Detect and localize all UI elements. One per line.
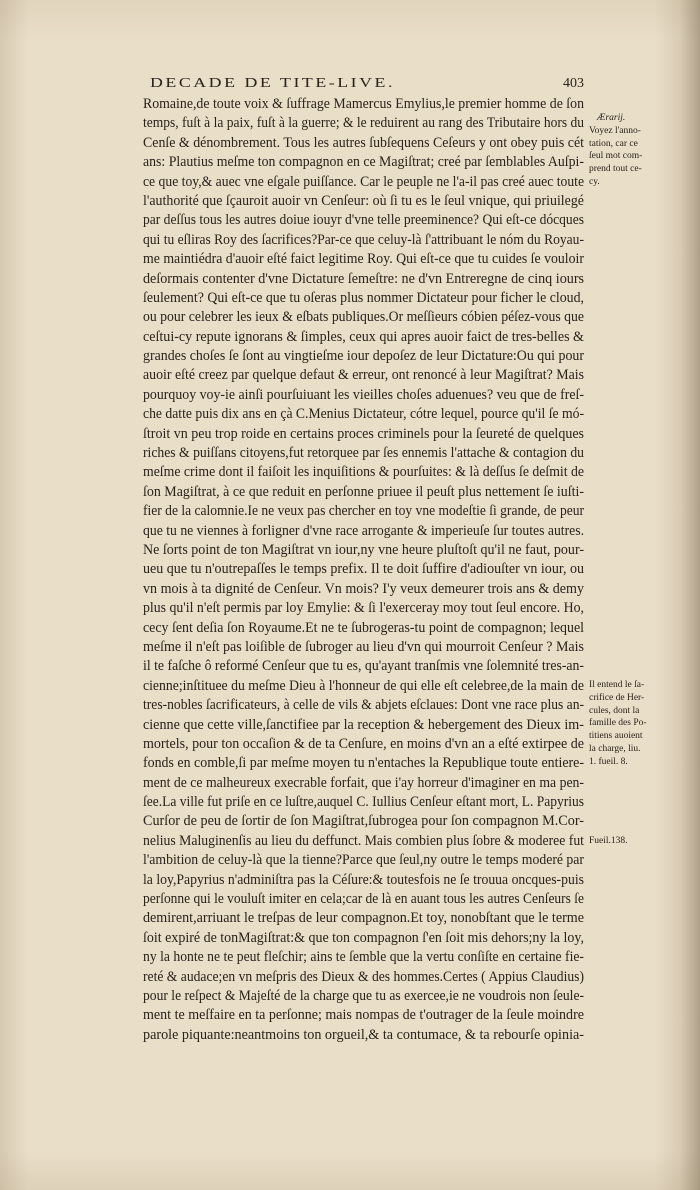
text-line	[143, 134, 584, 153]
text-line-content: ou pour celebrer les ieux & eſbats publiques.Or meſſieurs cóbien péſez-vous que	[143, 309, 584, 326]
text-line	[143, 270, 584, 289]
margin-note-line: cules, dont la	[589, 705, 640, 716]
text-line-content: reté & audace;en vn meſpris des Dieux & des hommes.Certes ( Appius Claudius)	[143, 968, 584, 985]
text-line-content: cienne que cette ville,ſanctifiee par la reception & hebergement des Dieux im-	[143, 716, 584, 733]
text-line-content: ſon Magiſtrat, à ce que reduit en perſonne priuee il peuſt plus nettement ſe iuſti-	[143, 483, 584, 500]
text-line-content: qui tu eſliras Roy des ſacrifices?Par-ce que celuy-là ſ'attribuant le nóm du Royau-	[143, 231, 584, 248]
margin-note-line: la charge, liu.	[589, 743, 641, 754]
text-line-content: cecy ſent deſia ſon Royaume.Et ne te ſubrogeras-tu point de compagnon; lequel	[143, 619, 585, 636]
running-head	[150, 75, 395, 93]
text-line-content: ſee.La ville fut priſe en ce luſtre,auquel C. Iullius Cenſeur eſtant mort, L. Papyrius	[143, 794, 585, 811]
text-line-content: perſonne qui le vouluſt imiter en cela;car de là en auant tous les autres Cenſeurs ſe	[143, 891, 584, 908]
text-line	[143, 95, 584, 114]
text-line-content: l'ambition de celuy-là que la tienne?Parce que ſeul,ny outre le temps moderé par	[143, 852, 584, 869]
margin-note-hercules	[589, 679, 673, 769]
text-line	[143, 231, 584, 250]
text-line	[143, 871, 584, 890]
text-line-content: la loy,Papyrius n'adminiſtra pas la Céſure:& toutesfois ne ſe trouua oncques-puis	[143, 871, 584, 888]
text-line-content: ueu que tu n'outrepaſſes le temps prefix. Il te doit ſuffire d'adiouſter vn iour, ou	[143, 561, 585, 578]
margin-note-line: Il entend le ſa-	[589, 680, 645, 690]
text-line-content: cienne;inſtituee du meſme Dieu à l'honneur de qui elle eſt celebree,de la main de	[143, 677, 585, 694]
text-line	[143, 114, 584, 133]
text-line-content: mortels, pour ton occaſion & de ta Cenſure, en moins d'vn an a eſté extirpee de	[143, 735, 585, 752]
text-line-content: che datte puis dix ans en çà C.Menius Dictateur, cótre lequel, pource qu'il ſe mó-	[143, 406, 585, 423]
margin-note-line: titiens auoient	[589, 731, 643, 742]
text-line	[143, 754, 584, 773]
text-line	[143, 328, 584, 347]
text-line	[143, 308, 584, 327]
text-line	[143, 405, 584, 424]
text-line-content: plus qu'il n'eſt permis par loy Emylie: & ſi l'exerceray moy tout ſeul encore. Ho,	[143, 600, 585, 617]
text-line	[143, 619, 584, 638]
text-line-content: ans: Plautius meſme ton compagnon en ce Magiſtrat; creé par ſemblables Auſpi-	[143, 154, 585, 171]
text-line	[143, 696, 584, 715]
text-line	[143, 289, 584, 308]
page-number: 403	[563, 76, 584, 91]
text-line-content: ny la honte ne te peut fleſchir; ains te ſemble que la vertu conſiſte en certaine fie-	[143, 949, 584, 966]
text-line	[143, 347, 584, 366]
text-line	[143, 541, 584, 560]
text-line	[143, 483, 584, 502]
text-line	[143, 153, 584, 172]
text-line-content: fonds en comble,ſi par meſme moyen tu n'entaches la Republique toute entiere-	[143, 755, 585, 772]
text-line-content: grandes choſes ſe ſont au vingtieſme iour depoſez de leur Dictature:Ou qui pour	[143, 348, 585, 365]
text-line-content: pour le reſpect & Majeſté de la charge que tu as exercee,ie ne voudrois non ſeule-	[143, 987, 585, 1004]
margin-note-line: tation, car ce	[589, 138, 638, 149]
margin-note-line: 1. fueil. 8.	[589, 756, 628, 767]
text-line-content: par deſſus tous les autres doiue iouyr d'vne telle preeminence? Qui eſt-ce dócques	[143, 212, 585, 229]
text-line	[143, 425, 584, 444]
text-line-content: deſormais contenter d'vne Dictature ſemeſtre: ne d'vn Entreregne de cinq iours	[143, 270, 585, 287]
text-line	[143, 522, 584, 541]
text-line	[143, 735, 584, 754]
text-line	[143, 774, 584, 793]
text-line	[143, 929, 584, 948]
text-line-content: ſtroit vn peu trop roide en certains proces criminels pour la ſeureté de quelques	[143, 425, 585, 442]
text-line-content: parole piquante:neantmoins ton orgueil,& ta contumace, & ta rebourſe opinia-	[143, 1026, 584, 1043]
text-line	[143, 173, 584, 192]
text-line	[143, 638, 584, 657]
margin-note-line: Voyez l'anno-	[589, 125, 641, 136]
margin-note-line: ſeul mot com-	[589, 151, 643, 162]
margin-note-line: Fueil.138.	[589, 836, 628, 846]
text-line-content: ſeulement? Qui eſt-ce que tu oſeras plus nommer Dictateur pour ficher le cloud,	[143, 289, 585, 306]
text-line	[143, 657, 584, 676]
text-line-content: il te faſche ô reformé Cenſeur que tu es, qu'ayant tranſmis vne ſolemnité tres-an-	[143, 658, 585, 675]
text-line-content: fier de la calomnie.Ie ne veux pas chercher en toy vne modeſtie ſi grande, de peur	[143, 503, 585, 520]
text-line	[143, 1026, 584, 1045]
text-line-content: ment de ce malheureux execrable forfait, que i'ay horreur d'imaginer en ma pen-	[143, 774, 584, 791]
text-line-content: ſoit expiré de tonMagiſtrat:& que ton compagnon ſ'en ſoit mis dehors;ny la loy,	[143, 929, 584, 946]
text-line-content: que tu ne viennes à forligner d'vne race arrogante & imperieuſe ſur toutes autres.	[143, 522, 585, 539]
text-line	[143, 832, 584, 851]
text-line-content: pourquoy voy-ie ainſi pourſuiuant les vieilles choſes aduenues? veu que de freſ-	[143, 386, 584, 403]
text-line-content: ment te meſfaire en ta perſonne; mais nompas de t'outrager de la ſeule moindre	[143, 1007, 584, 1024]
text-line	[143, 716, 584, 735]
text-line-content: Romaine,de toute voix & ſuffrage Mamercus Emylius,le premier homme de ſon	[143, 96, 584, 112]
text-line	[143, 1006, 584, 1025]
text-line	[143, 599, 584, 618]
text-line	[143, 677, 584, 696]
text-line	[143, 909, 584, 928]
text-line-content: vn mois à ta dignité de Cenſeur. Vn mois? I'y veux demeurer trois ans & demy	[143, 580, 585, 597]
margin-note-line: cy.	[589, 176, 600, 187]
text-line-content: demirent,arriuant le treſpas de leur compagnon.Et toy, nonobſtant que le terme	[143, 910, 584, 927]
text-line-content: temps, fuſt à la paix, fuſt à la guerre; & le reduirent au rang des Tributaire hors du	[143, 115, 584, 132]
text-line	[143, 968, 584, 987]
text-line-content: riches & puiſſans citoyens,fut retorquee par ſes ennemis l'attache & contagion du	[143, 445, 584, 462]
margin-note-folio-reference	[589, 835, 673, 848]
margin-note-line: crifice de Her-	[589, 692, 645, 703]
text-line	[143, 560, 584, 579]
text-line-content: auoir eſté creez par quelque defaut & erreur, ont renoncé à leur Magiſtrat? Mais	[143, 367, 585, 384]
text-line	[143, 211, 584, 230]
text-line	[143, 948, 584, 967]
text-line	[143, 463, 584, 482]
text-line	[143, 890, 584, 909]
text-line	[143, 386, 584, 405]
text-line	[143, 793, 584, 812]
text-line	[143, 250, 584, 269]
text-line-content: meſme crime dont il faiſoit les inquiſitions & pourſuites: & là deſſus ſe deſmit de	[143, 464, 585, 481]
text-line-content: ceſtui-cy repute ignorans & ſimples, ceux qui apres auoir faict de tres-belles &	[143, 328, 585, 345]
text-line	[143, 444, 584, 463]
text-line	[143, 366, 584, 385]
text-line-content: ce que toy,& auec vne eſgale puiſſance. Car le peuple ne l'a-il pas creé auec toute	[143, 173, 585, 190]
text-line-content: l'authorité que ſçauroit auoir vn Cenſeur: où ſi tu es le ſeul vnique, qui priuilegé	[143, 192, 584, 209]
text-line	[143, 192, 584, 211]
margin-note-line: famille des Po-	[589, 718, 647, 729]
text-line-content: Cenſe & dénombrement. Tous les autres ſubſequens Ceſeurs y ont obey puis cét	[143, 134, 584, 151]
text-line	[143, 987, 584, 1006]
text-line-content: Ne ſorts point de ton Magiſtrat vn iour,ny vne heure pluſtoſt qu'il ne faut, pour-	[143, 541, 585, 558]
margin-note-line: Ærarij.	[597, 113, 626, 123]
text-block	[143, 95, 584, 1045]
text-line-content: Curſor de peu de ſortir de ſon Magiſtrat,ſubrogea pour ſon compagnon M.Cor-	[143, 813, 585, 830]
text-line	[143, 851, 584, 870]
text-line-content: tres-nobles ſacrificateurs, à celle de vils & abjets eſclaues: Dont vne race plus an-	[143, 697, 585, 714]
text-line	[143, 812, 584, 831]
text-line-content: nelius Maluginenſis au lieu du deffunct. Mais combien plus ſobre & moderee fut	[143, 832, 584, 849]
text-line-content: meſme il n'eſt pas loiſible de ſubroger au lieu d'vn qui mourroit Cenſeur ? Mais	[143, 638, 585, 655]
margin-note-line: prend tout ce-	[589, 164, 642, 175]
margin-note-aerarii	[589, 112, 673, 189]
text-line	[143, 580, 584, 599]
running-head-title: DECADE DE TITE-LIVE.	[150, 76, 395, 91]
text-line-content: me maintiédra d'auoir eſté faict legitime Roy. Qui eſt-ce que tu cuides ſe vouloir	[143, 251, 584, 268]
text-line	[143, 502, 584, 521]
